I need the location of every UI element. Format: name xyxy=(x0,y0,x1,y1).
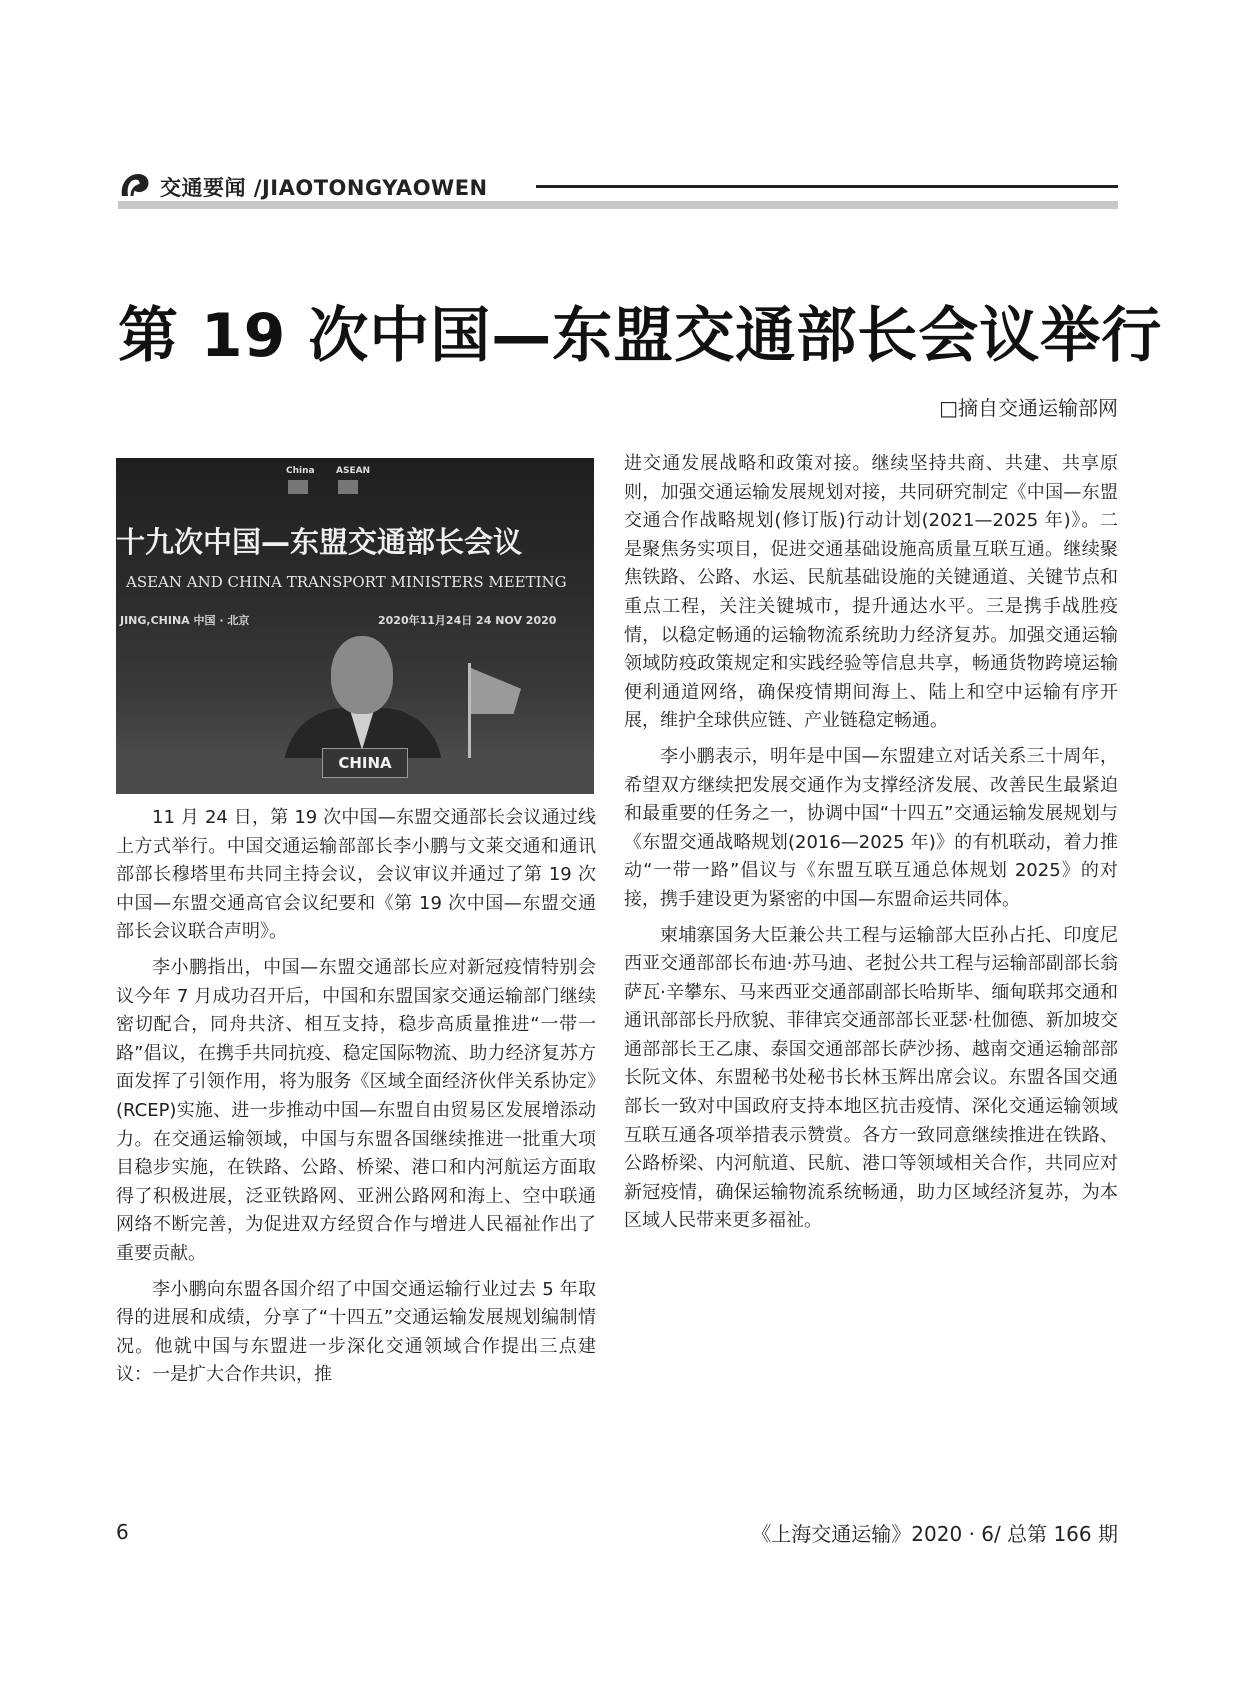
photo-label-china: China xyxy=(286,466,315,476)
header-rule xyxy=(536,185,1118,188)
photo-title-cn: 十九次中国—东盟交通部长会议 xyxy=(116,525,523,559)
meeting-photo xyxy=(116,458,594,794)
photo-date: 2020年11月24日 24 NOV 2020 xyxy=(378,614,557,627)
section-title: 交通要闻 /JIAOTONGYAOWEN xyxy=(160,176,488,200)
asean-flag-small xyxy=(338,480,358,494)
right-column xyxy=(624,450,1118,1236)
flag-pole xyxy=(468,663,471,773)
magazine-logo-icon xyxy=(118,170,152,200)
left-column xyxy=(116,804,596,1390)
paragraph-1: 11 月 24 日，第 19 次中国—东盟交通部长会议通过线上方式举行。中国交通运输部部长李小鹏与文莱交通和通讯部部长穆塔里布共同主持会议，会议审议并通过了第 19 次中国—东盟交通高官会议纪要和《第 19 次中国—东盟交通部长会议联合声明》。 xyxy=(116,807,596,943)
article-source: □摘自交通运输部网 xyxy=(939,396,1118,420)
nameplate: CHINA xyxy=(322,748,408,778)
paragraph-4: 李小鹏表示，明年是中国—东盟建立对话关系三十周年，希望双方继续把发展交通作为支撑经济发展、改善民生最紧迫和最重要的任务之一，协调中国“十四五”交通运输发展规划与《东盟交通战略规划(2016—2025 年)》的有机联动，着力推动“一带一路”倡议与《东盟互联互通总体规划 2025》的对接，携手建设更为紧密的中国—东盟命运共同体。 xyxy=(624,745,1118,910)
page-number: 6 xyxy=(116,1520,129,1544)
paragraph-5: 柬埔寨国务大臣兼公共工程与运输部大臣孙占托、印度尼西亚交通部部长布迪·苏马迪、老挝公共工程与运输部副部长翁萨瓦·辛攀东、马来西亚交通部副部长哈斯毕、缅甸联邦交通和通讯部部长丹欣貌、菲律宾交通部部长亚瑟·杜伽德、新加坡交通部部长王乙康、泰国交通部部长萨沙扬、越南交通运输部部长阮文体、东盟秘书处秘书长林玉辉出席会议。东盟各国交通部长一致对中国政府支持本地区抗击疫情、深化交通运输领域互联互通各项举措表示赞赏。各方一致同意继续推进在铁路、公路桥梁、内河航道、民航、港口等领域相关合作，共同应对新冠疫情，确保运输物流系统畅通，助力区域经济复苏，为本区域人民带来更多福祉。 xyxy=(624,924,1118,1232)
photo-location: JING,CHINA 中国 · 北京 xyxy=(120,614,250,627)
person-head xyxy=(331,636,393,714)
china-flag-small xyxy=(288,480,308,494)
paragraph-2: 李小鹏指出，中国—东盟交通部长应对新冠疫情特别会议今年 7 月成功召开后，中国和东盟国家交通运输部门继续密切配合，同舟共济、相互支持，稳步高质量推进“一带一路”倡议，在携手共同抗疫、稳定国际物流、助力经济复苏方面发挥了引领作用，将为服务《区域全面经济伙伴关系协定》(RCEP)实施、进一步推动中国—东盟自由贸易区发展增添动力。在交通运输领域，中国与东盟各国继续推进一批重大项目稳步实施，在铁路、公路、桥梁、港口和内河航运方面取得了积极进展，泛亚铁路网、亚洲公路网和海上、空中联通网络不断完善，为促进双方经贸合作与增进人民福祉作出了重要贡献。 xyxy=(116,956,596,1264)
paragraph-3: 李小鹏向东盟各国介绍了中国交通运输行业过去 5 年取得的进展和成绩，分享了“十四五”交通运输发展规划编制情况。他就中国与东盟进一步深化交通领域合作提出三点建议：一是扩大合作共识，推 xyxy=(116,1278,596,1386)
paragraph-3-continued: 进交通发展战略和政策对接。继续坚持共商、共建、共享原则，加强交通运输发展规划对接，共同研究制定《中国—东盟交通合作战略规划(修订版)行动计划(2021—2025 年)》。二是聚焦务实项目，促进交通基础设施高质量互联互通。继续聚焦铁路、公路、水运、民航基础设施的关键通道、关键节点和重点工程，关注关键城市，提升通达水平。三是携手战胜疫情，以稳定畅通的运输物流系统助力经济复苏。加强交通运输领域防疫政策规定和实践经验等信息共享，畅通货物跨境运输便利通道网络，确保疫情期间海上、陆上和空中运输有序开展，维护全球供应链、产业链稳定畅通。 xyxy=(624,453,1118,732)
photo-label-asean: ASEAN xyxy=(336,466,371,476)
magazine-issue: 《上海交通运输》2020 · 6/ 总第 166 期 xyxy=(751,1522,1118,1546)
header-band xyxy=(118,201,1118,209)
section-header xyxy=(118,166,1118,210)
china-flag xyxy=(471,668,521,714)
photo-title-en: ASEAN AND CHINA TRANSPORT MINISTERS MEETING xyxy=(126,573,567,591)
article-title: 第 19 次中国—东盟交通部长会议举行 xyxy=(118,301,1163,371)
